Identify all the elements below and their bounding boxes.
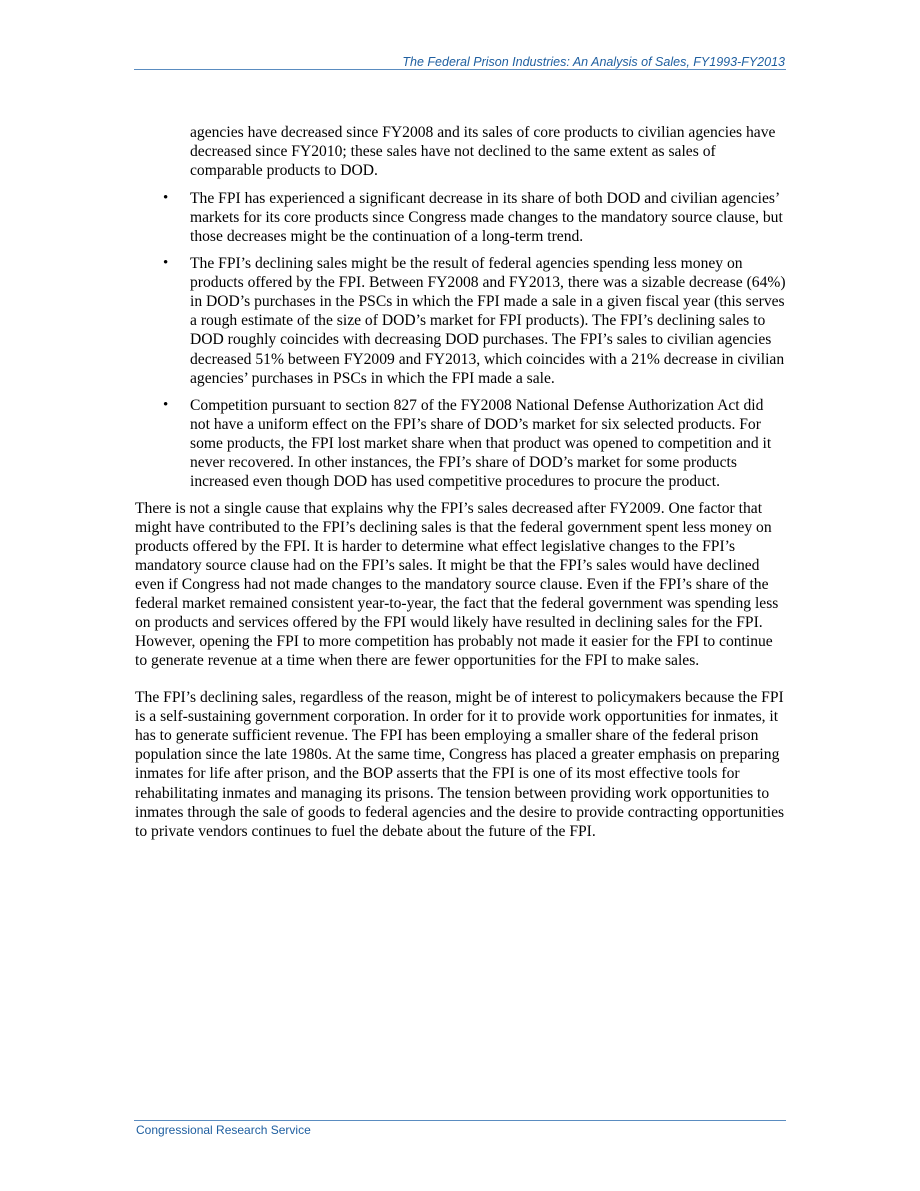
header-rule (134, 69, 786, 70)
bullet-text: Competition pursuant to section 827 of the FY2008 National Defense Authorization Act did not have a uniform effect on the FPI’s share of DOD’s market for six selected products. For some products, the FPI lost market share when that product was opened to competition and it never recovered. In other instances, the FPI’s share of DOD’s market for some products increased even though DOD has used competitive procedures to procure the product. (190, 396, 772, 490)
running-header-title: The Federal Prison Industries: An Analysis of Sales, FY1993-FY2013 (402, 55, 785, 69)
footer-publisher: Congressional Research Service (136, 1123, 311, 1137)
bullet-item (135, 254, 787, 387)
footer-rule (134, 1120, 786, 1121)
body-paragraph: The FPI’s declining sales, regardless of the reason, might be of interest to policymakers because the FPI is a self-sustaining government corporation. In order for it to provide work opportunities for inmates, it has to generate sufficient revenue. The FPI has been employing a smaller share of the federal prison population since the late 1980s. At the same time, Congress has placed a greater emphasis on preparing inmates for life after prison, and the BOP asserts that the FPI is one of its most effective tools for rehabilitating inmates and managing its prisons. The tension between providing work opportunities to inmates through the sale of goods to federal agencies and the desire to provide contracting opportunities to private vendors continues to fuel the debate about the future of the FPI. (135, 689, 785, 840)
bullet-icon: • (163, 396, 169, 413)
bullet-list (135, 189, 787, 491)
bullet-text: The FPI has experienced a significant decrease in its share of both DOD and civilian agencies’ markets for its core products since Congress made changes to the mandatory source clause, but those decreases might be the continuation of a long-term trend. (190, 190, 783, 246)
page-body (135, 123, 787, 859)
bullet-icon: • (163, 255, 169, 272)
bullet-icon: • (163, 190, 169, 207)
continued-bullet-text: agencies have decreased since FY2008 and its sales of core products to civilian agencies have decreased since FY2010; these sales have not declined to the same extent as sales of comparable products to DOD. (190, 124, 776, 180)
bullet-text: The FPI’s declining sales might be the result of federal agencies spending less money on products offered by the FPI. Between FY2008 and FY2013, there was a sizable decrease (64%) in DOD’s purchases in the PSCs in which the FPI made a sale in a given fiscal year (this serves a rough estimate of the size of DOD’s market for FPI products). The FPI’s declining sales to DOD roughly coincides with decreasing DOD purchases. The FPI’s sales to civilian agencies decreased 51% between FY2009 and FY2013, which coincides with a 21% decrease in civilian agencies’ purchases in PSCs in which the FPI made a sale. (190, 255, 786, 387)
body-paragraph: There is not a single cause that explains why the FPI’s sales decreased after FY2009. One factor that might have contributed to the FPI’s declining sales is that the federal government spent less money on products offered by the FPI. It is harder to determine what effect legislative changes to the FPI’s mandatory source clause had on the FPI’s sales. It might be that the FPI’s sales would have declined even if Congress had not made changes to the mandatory source clause. Even if the FPI’s share of the federal market remained consistent year-to-year, the fact that the federal government was spending less on products and services offered by the FPI would likely have resulted in declining sales for the FPI. However, opening the FPI to more competition has probably not made it easier for the FPI to continue to generate revenue at a time when there are fewer opportunities for the FPI to make sales. (135, 499, 779, 670)
bullet-item (135, 189, 787, 246)
bullet-item (135, 396, 787, 491)
